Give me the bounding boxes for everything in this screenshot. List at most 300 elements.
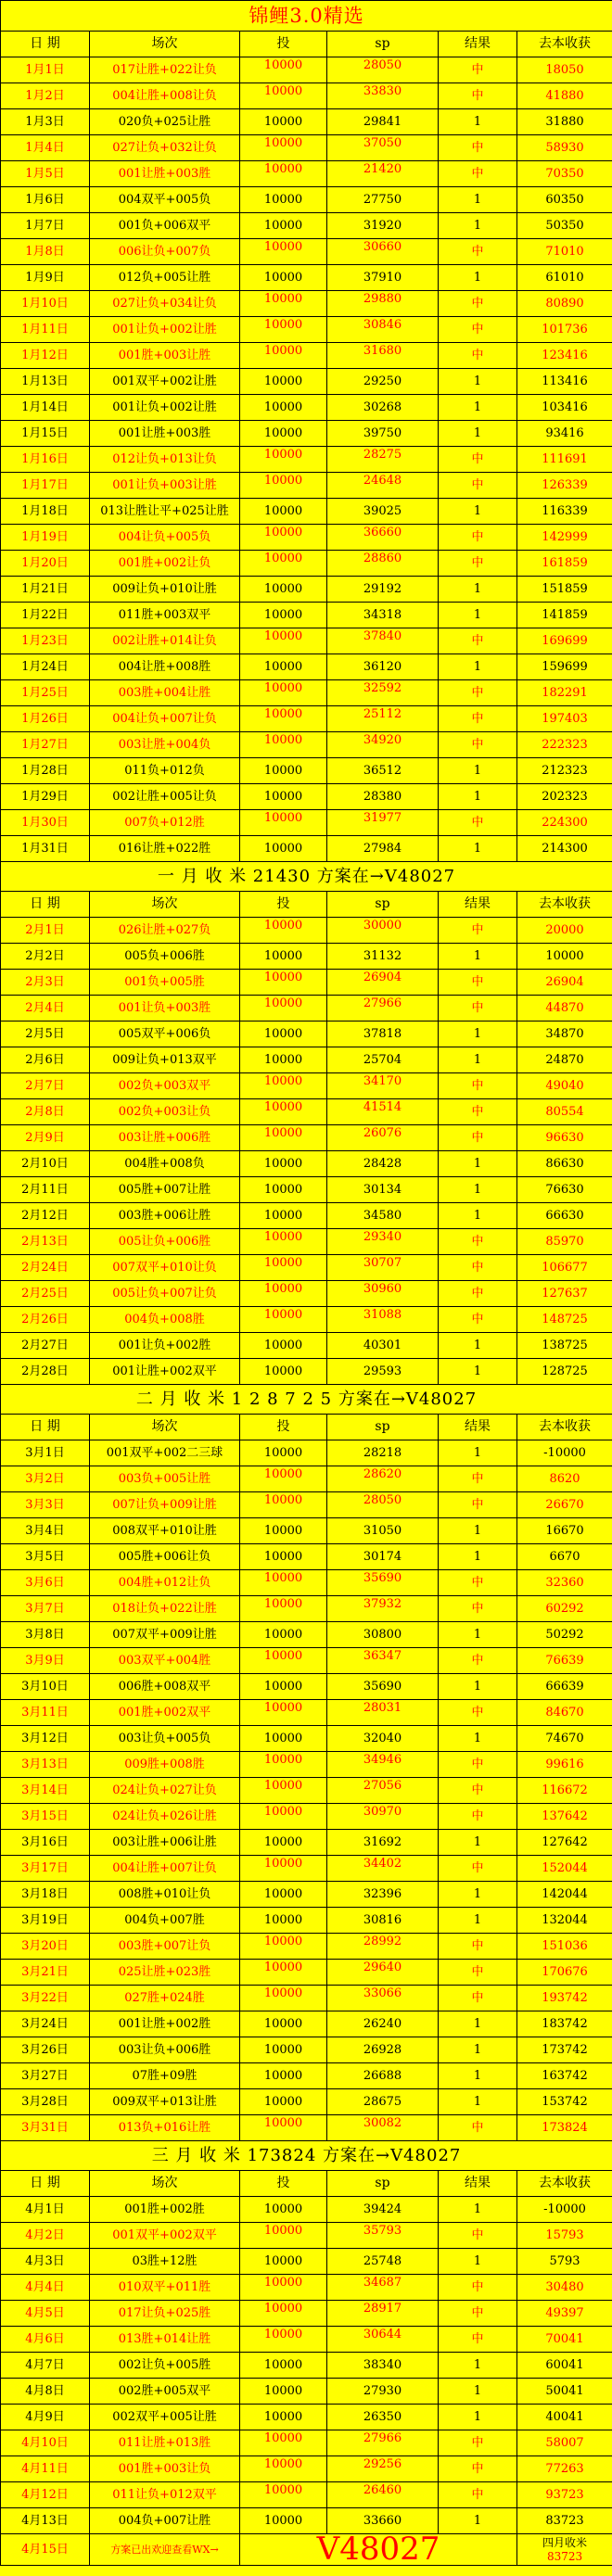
stake-cell: 10000	[240, 1934, 327, 1960]
match-cell: 007负+012胜	[90, 810, 240, 836]
april-total-cell	[517, 2534, 612, 2566]
profit-cell: 20000	[517, 918, 612, 944]
date-cell: 2月12日	[1, 1203, 90, 1229]
profit-cell: 99616	[517, 1752, 612, 1778]
stake-cell: 10000	[240, 706, 327, 732]
table-row	[1, 2405, 612, 2430]
column-header: 结果	[439, 892, 517, 918]
stake-cell: 10000	[240, 1622, 327, 1648]
date-cell: 4月11日	[1, 2456, 90, 2482]
result-cell: 中	[439, 1596, 517, 1622]
table-row	[1, 395, 612, 421]
sp-cell: 34580	[327, 1203, 439, 1229]
sp-cell: 32396	[327, 1882, 439, 1908]
profit-cell: 70350	[517, 161, 612, 187]
date-cell: 3月5日	[1, 1544, 90, 1570]
result-cell: 1	[439, 2197, 517, 2223]
match-cell: 003胜+007让负	[90, 1934, 240, 1960]
profit-cell: 222323	[517, 732, 612, 758]
sp-cell: 32040	[327, 1726, 439, 1752]
table-row	[1, 317, 612, 343]
result-cell: 中	[439, 996, 517, 1022]
column-header: 场次	[90, 32, 240, 57]
result-cell: 1	[439, 1177, 517, 1203]
match-cell: 005让负+006胜	[90, 1229, 240, 1255]
profit-cell: 32360	[517, 1570, 612, 1596]
date-cell: 4月5日	[1, 2301, 90, 2327]
sp-cell: 35793	[327, 2223, 439, 2249]
match-cell: 005让负+007让负	[90, 1281, 240, 1307]
stake-cell: 10000	[240, 1073, 327, 1099]
date-cell: 2月7日	[1, 1073, 90, 1099]
stake-cell: 10000	[240, 2353, 327, 2379]
date-cell: 4月2日	[1, 2223, 90, 2249]
sp-cell: 29256	[327, 2456, 439, 2482]
stake-cell: 10000	[240, 473, 327, 499]
sp-cell: 36512	[327, 758, 439, 784]
sp-cell: 37910	[327, 265, 439, 291]
match-cell: 003胜+004让胜	[90, 680, 240, 706]
match-cell: 007双平+010让负	[90, 1255, 240, 1281]
result-cell: 1	[439, 421, 517, 447]
date-cell: 3月24日	[1, 2011, 90, 2037]
date-cell: 1月24日	[1, 654, 90, 680]
column-header: 场次	[90, 1415, 240, 1440]
result-cell: 1	[439, 369, 517, 395]
profit-cell: 83723	[517, 2508, 612, 2534]
date-cell: 2月3日	[1, 970, 90, 996]
profit-cell: 24870	[517, 1047, 612, 1073]
sp-cell: 33830	[327, 83, 439, 109]
profit-cell: 15793	[517, 2223, 612, 2249]
date-cell: 2月8日	[1, 1099, 90, 1125]
profit-cell: 76639	[517, 1648, 612, 1674]
sp-cell: 26076	[327, 1125, 439, 1151]
result-cell: 1	[439, 2063, 517, 2089]
result-cell: 1	[439, 1047, 517, 1073]
result-cell: 1	[439, 2089, 517, 2115]
table-row	[1, 836, 612, 862]
sp-cell: 28917	[327, 2301, 439, 2327]
profit-cell: 173742	[517, 2037, 612, 2063]
stake-cell: 10000	[240, 421, 327, 447]
result-cell: 中	[439, 1752, 517, 1778]
profit-cell: 93416	[517, 421, 612, 447]
sp-cell: 30846	[327, 317, 439, 343]
result-cell: 中	[439, 1700, 517, 1726]
match-cell: 002让胜+014让负	[90, 628, 240, 654]
profit-cell: 169699	[517, 628, 612, 654]
sp-cell: 28050	[327, 57, 439, 83]
sp-cell: 37932	[327, 1596, 439, 1622]
table-row	[1, 369, 612, 395]
stake-cell: 10000	[240, 654, 327, 680]
table-row	[1, 1229, 612, 1255]
result-cell: 中	[439, 628, 517, 654]
footer-row	[1, 2534, 612, 2566]
date-cell: 1月11日	[1, 317, 90, 343]
result-cell: 中	[439, 970, 517, 996]
match-cell: 001胜+003让负	[90, 2456, 240, 2482]
date-cell: 3月14日	[1, 1778, 90, 1804]
profit-cell: 151036	[517, 1934, 612, 1960]
title-row	[1, 1, 612, 32]
date-cell: 3月26日	[1, 2037, 90, 2063]
sp-cell: 26688	[327, 2063, 439, 2089]
column-header: sp	[327, 892, 439, 918]
stake-cell: 10000	[240, 2223, 327, 2249]
column-header: 投	[240, 32, 327, 57]
stake-cell: 10000	[240, 1492, 327, 1518]
result-cell: 中	[439, 291, 517, 317]
stake-cell: 10000	[240, 1700, 327, 1726]
stake-cell: 10000	[240, 836, 327, 862]
result-cell: 中	[439, 1934, 517, 1960]
match-cell: 003让负+005负	[90, 1726, 240, 1752]
result-cell: 1	[439, 1333, 517, 1359]
column-header: 场次	[90, 892, 240, 918]
date-cell: 3月28日	[1, 2089, 90, 2115]
result-cell: 1	[439, 1830, 517, 1856]
column-header: 日 期	[1, 1415, 90, 1440]
result-cell: 中	[439, 2327, 517, 2353]
profit-cell: -10000	[517, 2197, 612, 2223]
column-header: 场次	[90, 2171, 240, 2197]
stake-cell: 10000	[240, 1674, 327, 1700]
table-row	[1, 343, 612, 369]
date-cell: 1月20日	[1, 551, 90, 577]
result-cell: 1	[439, 1882, 517, 1908]
stake-cell: 10000	[240, 2456, 327, 2482]
column-header: sp	[327, 32, 439, 57]
sp-cell: 31692	[327, 1830, 439, 1856]
column-header: 投	[240, 1415, 327, 1440]
sp-cell: 29192	[327, 577, 439, 603]
stake-cell: 10000	[240, 1518, 327, 1544]
result-cell: 1	[439, 944, 517, 970]
table-row	[1, 1125, 612, 1151]
date-cell: 1月10日	[1, 291, 90, 317]
date-cell: 1月4日	[1, 135, 90, 161]
sp-cell: 28992	[327, 1934, 439, 1960]
match-cell: 004让胜+007让负	[90, 1856, 240, 1882]
result-cell: 中	[439, 1986, 517, 2011]
result-cell: 1	[439, 2379, 517, 2405]
result-cell: 1	[439, 1726, 517, 1752]
date-cell: 4月6日	[1, 2327, 90, 2353]
profit-cell: 77263	[517, 2456, 612, 2482]
profit-cell: 106677	[517, 1255, 612, 1281]
stake-cell: 10000	[240, 2011, 327, 2037]
match-cell: 011负+012负	[90, 758, 240, 784]
match-cell: 004负+008胜	[90, 1307, 240, 1333]
result-cell: 1	[439, 1151, 517, 1177]
table-row	[1, 1778, 612, 1804]
sp-cell: 30082	[327, 2115, 439, 2141]
date-cell: 1月22日	[1, 603, 90, 628]
profit-cell: 153742	[517, 2089, 612, 2115]
stake-cell: 10000	[240, 1255, 327, 1281]
date-cell: 1月19日	[1, 525, 90, 551]
sp-cell: 30268	[327, 395, 439, 421]
table-row	[1, 83, 612, 109]
date-cell: 3月6日	[1, 1570, 90, 1596]
stake-cell: 10000	[240, 2037, 327, 2063]
table-row	[1, 1986, 612, 2011]
profit-cell: 74670	[517, 1726, 612, 1752]
stake-cell: 10000	[240, 291, 327, 317]
result-cell: 中	[439, 2482, 517, 2508]
date-cell: 3月31日	[1, 2115, 90, 2141]
stake-cell: 10000	[240, 213, 327, 239]
date-cell: 1月30日	[1, 810, 90, 836]
table-row	[1, 996, 612, 1022]
match-cell: 001让胜+003胜	[90, 161, 240, 187]
date-cell: 2月10日	[1, 1151, 90, 1177]
profit-cell: 40041	[517, 2405, 612, 2430]
table-row	[1, 2456, 612, 2482]
date-cell: 1月14日	[1, 395, 90, 421]
table-row	[1, 2063, 612, 2089]
sp-cell: 27966	[327, 2430, 439, 2456]
column-header: 日 期	[1, 2171, 90, 2197]
table-row	[1, 291, 612, 317]
sp-cell: 31680	[327, 343, 439, 369]
match-cell: 007让负+009让胜	[90, 1492, 240, 1518]
profit-cell: 128725	[517, 1359, 612, 1385]
stake-cell: 10000	[240, 944, 327, 970]
sp-cell: 37840	[327, 628, 439, 654]
stake-cell: 10000	[240, 57, 327, 83]
result-cell: 1	[439, 2037, 517, 2063]
table-row	[1, 1492, 612, 1518]
profit-cell: 60041	[517, 2353, 612, 2379]
sp-cell: 40301	[327, 1333, 439, 1359]
result-cell: 中	[439, 239, 517, 265]
stake-cell: 10000	[240, 2063, 327, 2089]
sp-cell: 27984	[327, 836, 439, 862]
profit-cell: 137642	[517, 1804, 612, 1830]
profit-cell: 41880	[517, 83, 612, 109]
profit-cell: 224300	[517, 810, 612, 836]
match-cell: 004让胜+008胜	[90, 654, 240, 680]
profit-cell: 26670	[517, 1492, 612, 1518]
result-cell: 中	[439, 2115, 517, 2141]
stake-cell: 10000	[240, 135, 327, 161]
profit-cell: 18050	[517, 57, 612, 83]
table-row	[1, 2482, 612, 2508]
stake-cell: 10000	[240, 2115, 327, 2141]
result-cell: 中	[439, 2223, 517, 2249]
sp-cell: 27750	[327, 187, 439, 213]
profit-cell: 71010	[517, 239, 612, 265]
result-cell: 中	[439, 1466, 517, 1492]
stake-cell: 10000	[240, 447, 327, 473]
sp-cell: 28428	[327, 1151, 439, 1177]
result-cell: 1	[439, 1544, 517, 1570]
sp-cell: 29841	[327, 109, 439, 135]
date-cell: 1月16日	[1, 447, 90, 473]
date-cell: 1月6日	[1, 187, 90, 213]
sp-cell: 30960	[327, 1281, 439, 1307]
table-row	[1, 577, 612, 603]
profit-cell: 58007	[517, 2430, 612, 2456]
result-cell: 1	[439, 1674, 517, 1700]
match-cell: 003让胜+006胜	[90, 1125, 240, 1151]
result-cell: 1	[439, 2249, 517, 2275]
date-cell: 3月1日	[1, 1440, 90, 1466]
result-cell: 中	[439, 732, 517, 758]
stake-cell: 10000	[240, 2508, 327, 2534]
match-cell: 001双平+002让胜	[90, 369, 240, 395]
result-cell: 中	[439, 2456, 517, 2482]
sp-cell: 31088	[327, 1307, 439, 1333]
table-row	[1, 1830, 612, 1856]
profit-cell: 31880	[517, 109, 612, 135]
stake-cell: 10000	[240, 317, 327, 343]
stake-cell: 10000	[240, 1856, 327, 1882]
match-cell: 016让胜+022胜	[90, 836, 240, 862]
result-cell: 中	[439, 317, 517, 343]
stake-cell: 10000	[240, 109, 327, 135]
sp-cell: 29640	[327, 1960, 439, 1986]
result-cell: 1	[439, 654, 517, 680]
result-cell: 1	[439, 1022, 517, 1047]
column-header: 去本收获	[517, 892, 612, 918]
profit-cell: 66639	[517, 1674, 612, 1700]
match-cell: 009让负+010让胜	[90, 577, 240, 603]
match-cell: 011让胜+013胜	[90, 2430, 240, 2456]
result-cell: 中	[439, 810, 517, 836]
date-cell: 4月1日	[1, 2197, 90, 2223]
table-row	[1, 1726, 612, 1752]
profit-cell: 183742	[517, 2011, 612, 2037]
stake-cell: 10000	[240, 1125, 327, 1151]
stake-cell: 10000	[240, 2249, 327, 2275]
profit-cell: 30480	[517, 2275, 612, 2301]
sp-cell: 34402	[327, 1856, 439, 1882]
match-cell: 001让负+003胜	[90, 996, 240, 1022]
match-cell: 004让负+007让负	[90, 706, 240, 732]
profit-cell: 93723	[517, 2482, 612, 2508]
table-row	[1, 2508, 612, 2534]
date-cell: 1月17日	[1, 473, 90, 499]
table-row	[1, 2301, 612, 2327]
date-cell: 1月18日	[1, 499, 90, 525]
sp-cell: 24648	[327, 473, 439, 499]
table-row	[1, 1022, 612, 1047]
sp-cell: 25704	[327, 1047, 439, 1073]
profit-cell: 10000	[517, 944, 612, 970]
sp-cell: 37050	[327, 135, 439, 161]
match-cell: 005双平+006负	[90, 1022, 240, 1047]
profit-cell: 61010	[517, 265, 612, 291]
stake-cell: 10000	[240, 1333, 327, 1359]
stake-cell: 10000	[240, 1466, 327, 1492]
date-cell: 3月10日	[1, 1674, 90, 1700]
match-cell: 001胜+003让胜	[90, 343, 240, 369]
date-cell: 3月7日	[1, 1596, 90, 1622]
profit-cell: 60292	[517, 1596, 612, 1622]
match-cell: 025让胜+023胜	[90, 1960, 240, 1986]
stake-cell: 10000	[240, 83, 327, 109]
date-cell: 3月20日	[1, 1934, 90, 1960]
result-cell: 中	[439, 135, 517, 161]
profit-cell: 16670	[517, 1518, 612, 1544]
table-row	[1, 2197, 612, 2223]
table-row	[1, 810, 612, 836]
stake-cell: 10000	[240, 369, 327, 395]
date-cell: 4月10日	[1, 2430, 90, 2456]
date-cell: 1月25日	[1, 680, 90, 706]
stake-cell: 10000	[240, 1440, 327, 1466]
match-cell: 001胜+002双平	[90, 1700, 240, 1726]
stake-cell: 10000	[240, 1359, 327, 1385]
profit-cell: 152044	[517, 1856, 612, 1882]
stake-cell: 10000	[240, 1726, 327, 1752]
date-cell: 1月5日	[1, 161, 90, 187]
result-cell: 中	[439, 57, 517, 83]
profit-cell: 6670	[517, 1544, 612, 1570]
table-row	[1, 680, 612, 706]
date-cell: 1月28日	[1, 758, 90, 784]
contact-code: V48027	[240, 2534, 517, 2566]
table-row	[1, 1700, 612, 1726]
table-row	[1, 2249, 612, 2275]
sp-cell: 27056	[327, 1778, 439, 1804]
table-row	[1, 1281, 612, 1307]
result-cell: 中	[439, 1255, 517, 1281]
sp-cell: 30644	[327, 2327, 439, 2353]
table-row	[1, 1047, 612, 1073]
table-row	[1, 109, 612, 135]
table-row	[1, 1570, 612, 1596]
date-cell: 1月31日	[1, 836, 90, 862]
profit-cell: 132044	[517, 1908, 612, 1934]
sp-cell: 31920	[327, 213, 439, 239]
table-row	[1, 1307, 612, 1333]
stake-cell: 10000	[240, 1778, 327, 1804]
result-cell: 1	[439, 603, 517, 628]
stake-cell: 10000	[240, 1882, 327, 1908]
sp-cell: 30660	[327, 239, 439, 265]
result-cell: 中	[439, 473, 517, 499]
table-row	[1, 2037, 612, 2063]
stake-cell: 10000	[240, 2275, 327, 2301]
result-cell: 中	[439, 1778, 517, 1804]
result-cell: 1	[439, 1518, 517, 1544]
result-cell: 1	[439, 2508, 517, 2534]
stake-cell: 10000	[240, 628, 327, 654]
stake-cell: 10000	[240, 161, 327, 187]
profit-cell: 8620	[517, 1466, 612, 1492]
profit-cell: 111691	[517, 447, 612, 473]
match-cell: 004负+007胜	[90, 1908, 240, 1934]
stake-cell: 10000	[240, 1960, 327, 1986]
date-cell: 2月28日	[1, 1359, 90, 1385]
result-cell: 中	[439, 680, 517, 706]
sp-cell: 31050	[327, 1518, 439, 1544]
sp-cell: 30816	[327, 1908, 439, 1934]
column-header: 去本收获	[517, 2171, 612, 2197]
stake-cell: 10000	[240, 732, 327, 758]
date-cell: 2月24日	[1, 1255, 90, 1281]
profit-cell: 116339	[517, 499, 612, 525]
match-cell: 001胜+002胜	[90, 2197, 240, 2223]
date-cell: 4月15日	[1, 2534, 90, 2566]
table-row	[1, 2327, 612, 2353]
table-row	[1, 706, 612, 732]
